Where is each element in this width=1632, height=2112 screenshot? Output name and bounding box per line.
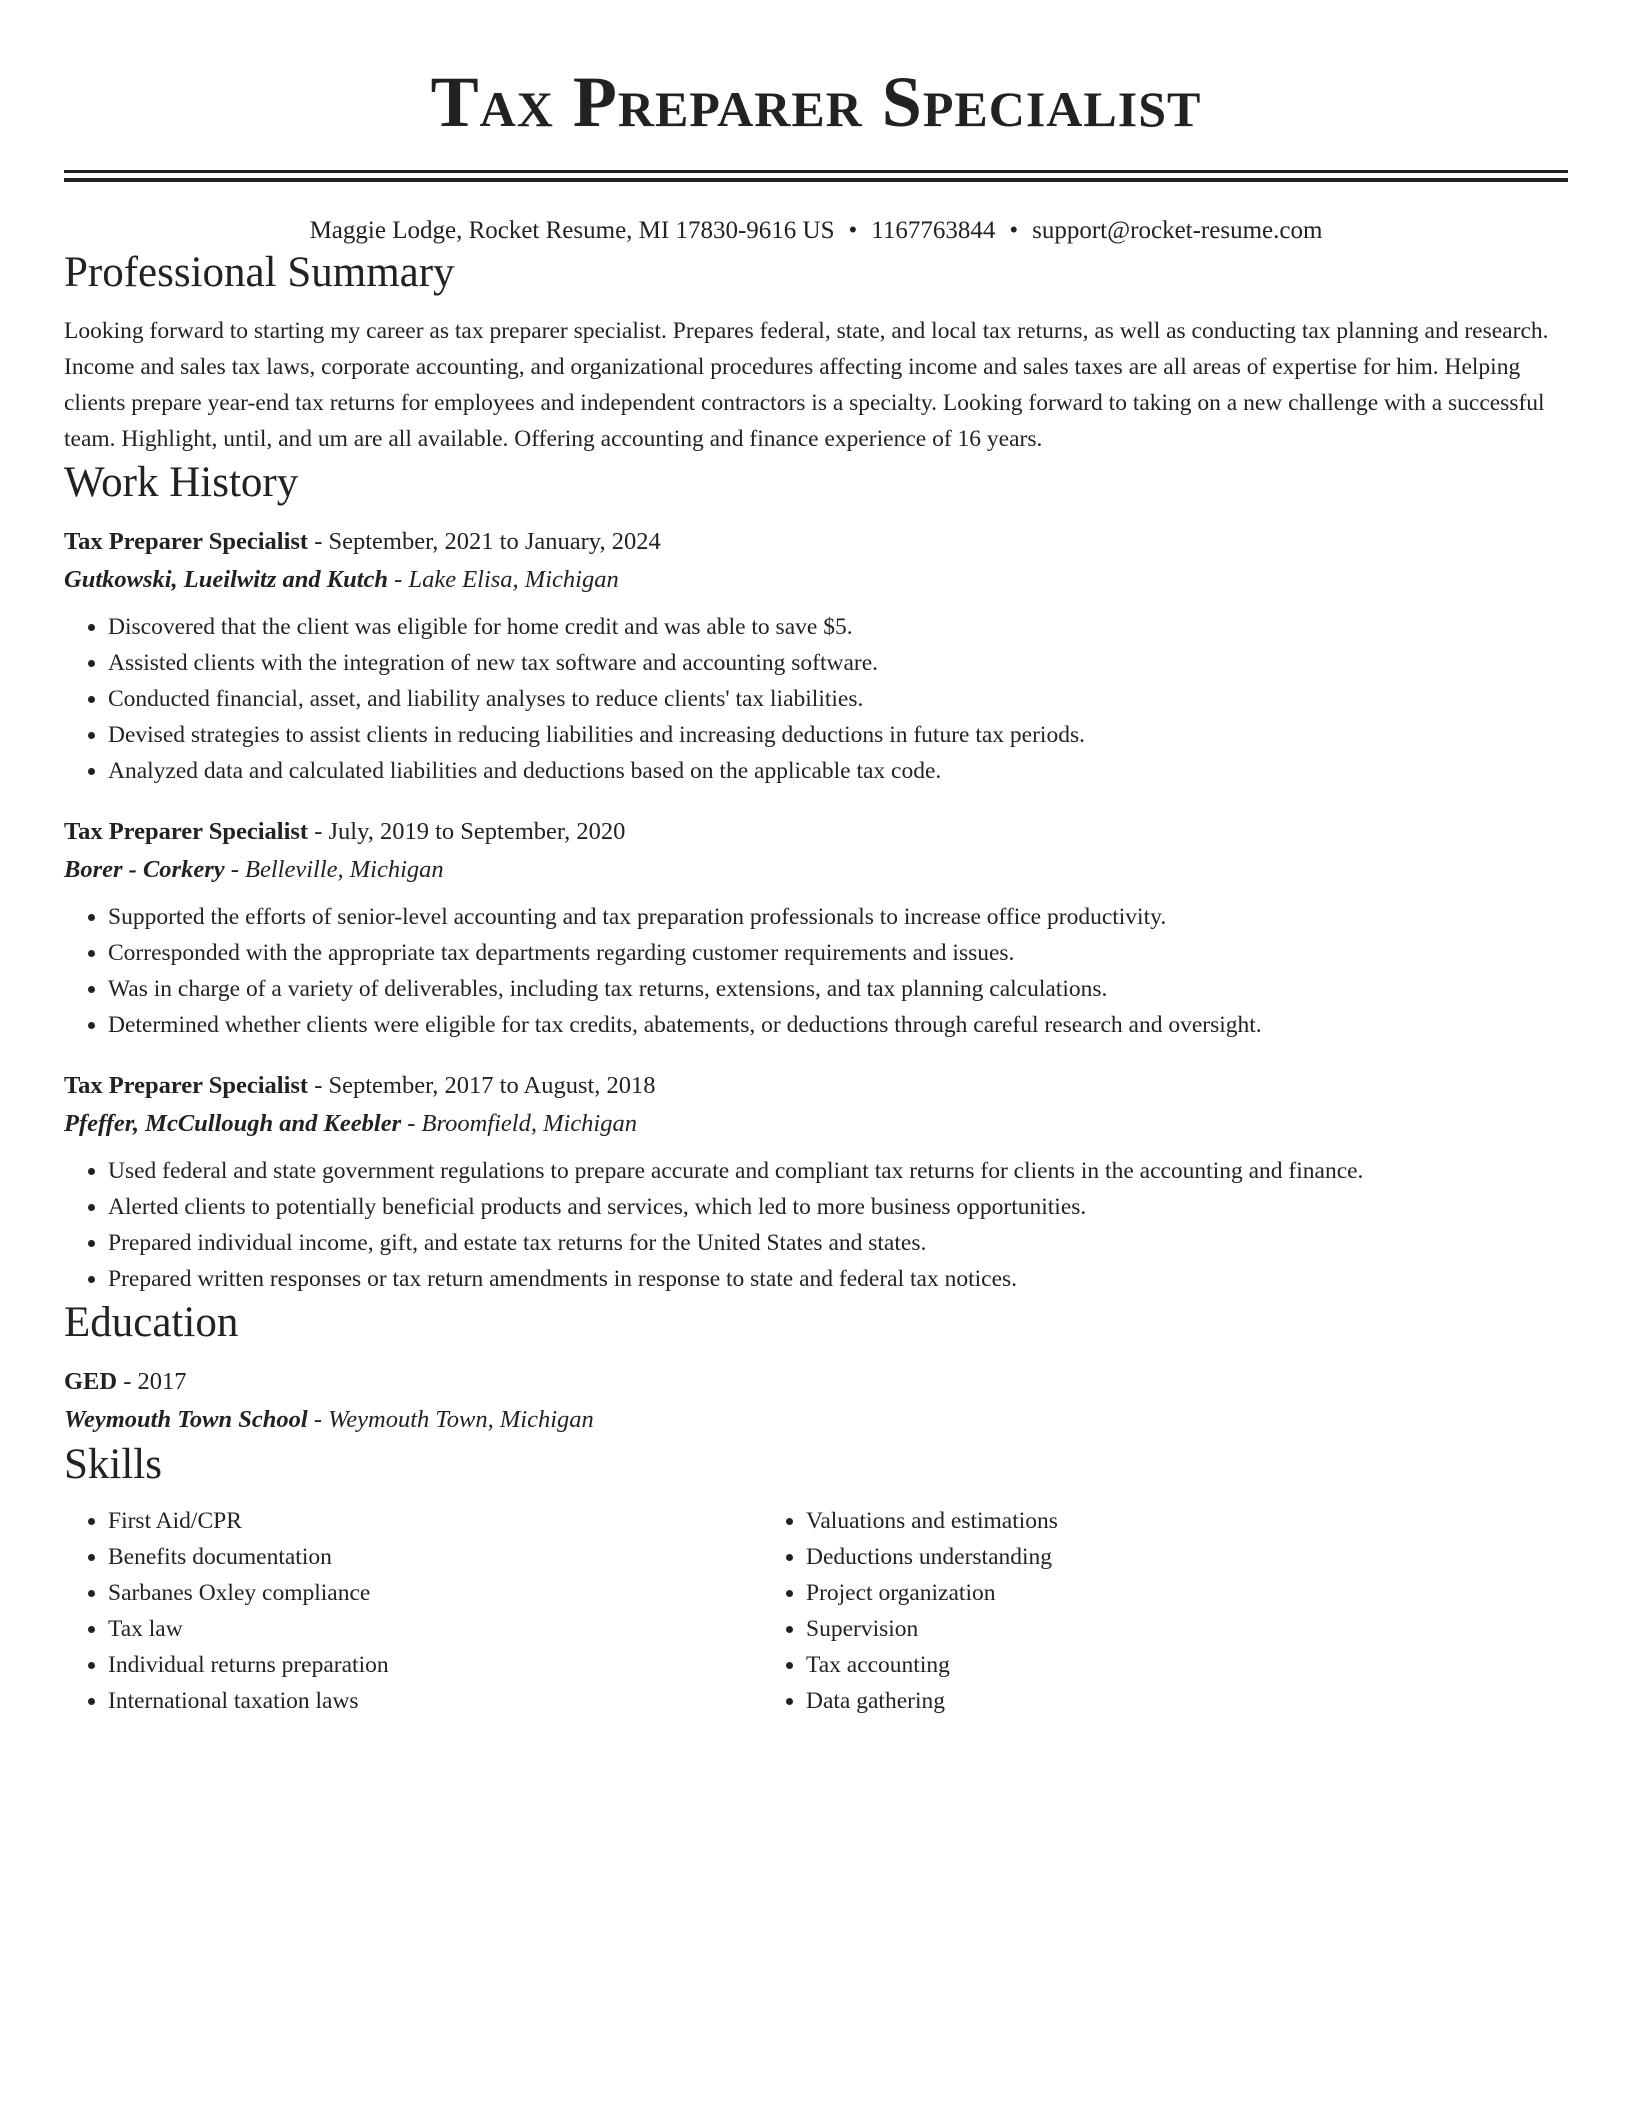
skills-heading: Skills [64,1441,162,1488]
duty-item: • Devised strategies to assist clients in reducing liabilities and increasing deductions in future tax periods. [108,717,1568,753]
skill-item: • First Aid/CPR [108,1503,762,1539]
duty-item: • Was in charge of a variety of deliverables, including tax returns, extensions, and tax planning calculations. [108,971,1568,1007]
job-title-line [64,523,1568,561]
job-entry [64,523,1568,789]
skill-item: • Tax accounting [806,1647,1460,1683]
job-title: Tax Preparer Specialist [64,1072,309,1099]
company-name: Borer - Corkery [64,856,225,883]
degree-year: - 2017 [117,1368,187,1395]
duty-item: • Assisted clients with the integration of new tax software and accounting software. [108,645,1568,681]
duty-item: • Corresponded with the appropriate tax departments regarding customer requirements and issues. [108,935,1568,971]
company-location: - Lake Elisa, Michigan [388,566,619,593]
contact-address: Maggie Lodge, Rocket Resume, MI 17830-9616 US [309,217,835,244]
job-title-line [64,1067,1568,1105]
job-duties [64,609,1568,789]
resume-title: Tax Preparer Specialist [430,62,1202,142]
job-duties [64,899,1568,1043]
duty-item: • Analyzed data and calculated liabilities and deductions based on the applicable tax code. [108,753,1568,789]
duty-item: • Used federal and state government regulations to prepare accurate and compliant tax returns for clients in the accounting and finance. [108,1153,1568,1189]
job-title-line [64,813,1568,851]
company-name: Gutkowski, Lueilwitz and Kutch [64,566,389,593]
skill-item: • Benefits documentation [108,1539,762,1575]
company-location: - Broomfield, Michigan [401,1110,637,1137]
skills-column-1 [64,1503,762,1719]
summary-text: Looking forward to starting my career as tax preparer specialist. Prepares federal, state, and local tax returns, as well as conducting tax planning and research. Income and sales tax laws, corporate accounting, and organizational procedures affecting income and sales taxes are all areas of expertise for him. Helping clients prepare year-end tax returns for employees and independent contractors is a specialty. Looking forward to taking on a new challenge with a successful team. Highlight, until, and um are all available. Offering accounting and finance experience of 16 years. [64,318,1549,452]
school-name: Weymouth Town School [64,1406,308,1433]
skills-column-2 [762,1503,1460,1719]
skill-item: • Supervision [806,1611,1460,1647]
skill-item: • Valuations and estimations [806,1503,1460,1539]
contact-email: support@rocket-resume.com [1032,217,1323,244]
job-dates: - July, 2019 to September, 2020 [308,818,626,845]
company-name: Pfeffer, McCullough and Keebler [64,1110,402,1137]
company-location: - Belleville, Michigan [224,856,444,883]
skills-list [64,1503,1568,1719]
contact-separator: • [848,217,858,244]
school-line [64,1401,1568,1439]
contact-line [64,215,1568,247]
duty-item: • Prepared individual income, gift, and estate tax returns for the United States and states. [108,1225,1568,1261]
company-line [64,561,1568,599]
company-line [64,1105,1568,1143]
job-title: Tax Preparer Specialist [64,528,309,555]
duty-item: • Alerted clients to potentially beneficial products and services, which led to more business opportunities. [108,1189,1568,1225]
education-heading: Education [64,1299,239,1346]
skill-item: • Deductions understanding [806,1539,1460,1575]
job-entry [64,1067,1568,1297]
skill-item: • International taxation laws [108,1683,762,1719]
duty-item: • Supported the efforts of senior-level accounting and tax preparation professionals to increase office productivity. [108,899,1568,935]
title-divider [64,170,1568,182]
work-history-heading: Work History [64,459,299,506]
duty-item: • Discovered that the client was eligible for home credit and was able to save $5. [108,609,1568,645]
job-duties [64,1153,1568,1297]
duty-item: • Determined whether clients were eligible for tax credits, abatements, or deductions through careful research and oversight. [108,1007,1568,1043]
job-title: Tax Preparer Specialist [64,818,309,845]
education-entry [64,1363,1568,1439]
skill-item: • Data gathering [806,1683,1460,1719]
school-location: - Weymouth Town, Michigan [307,1406,594,1433]
duty-item: • Prepared written responses or tax return amendments in response to state and federal tax notices. [108,1261,1568,1297]
skill-item: • Sarbanes Oxley compliance [108,1575,762,1611]
degree: GED [64,1368,118,1395]
summary-heading: Professional Summary [64,249,455,296]
contact-phone: 1167763844 [871,217,996,244]
job-entry [64,813,1568,1043]
job-dates: - September, 2021 to January, 2024 [308,528,661,555]
duty-item: • Conducted financial, asset, and liability analyses to reduce clients' tax liabilities. [108,681,1568,717]
job-dates: - September, 2017 to August, 2018 [308,1072,656,1099]
contact-separator: • [1009,217,1019,244]
skill-item: • Project organization [806,1575,1460,1611]
skill-item: • Individual returns preparation [108,1647,762,1683]
company-line [64,851,1568,889]
degree-line [64,1363,1568,1401]
skill-item: • Tax law [108,1611,762,1647]
